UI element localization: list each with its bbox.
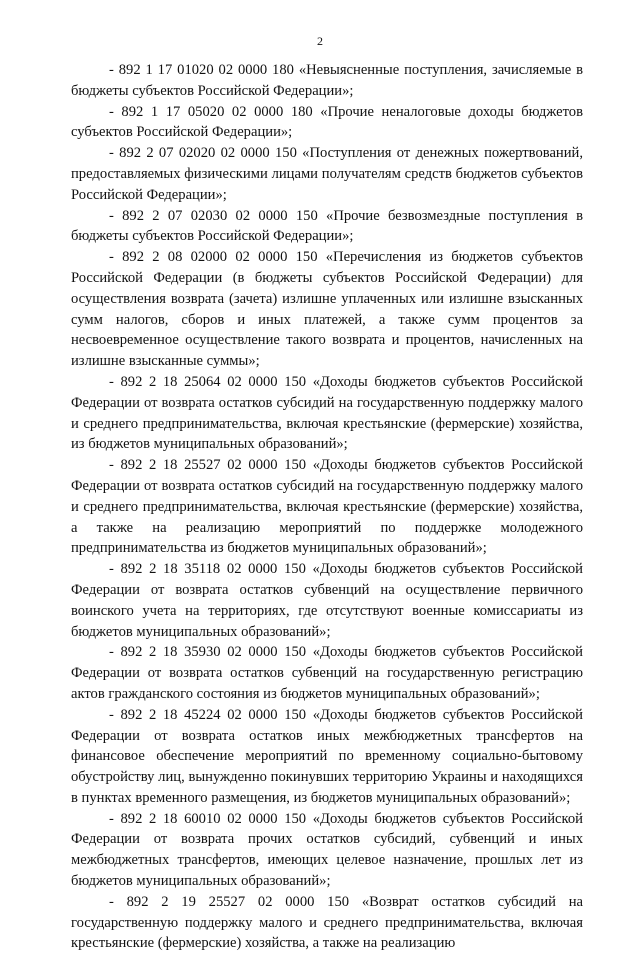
paragraph-kbk-11: - 892 2 18 60010 02 0000 150 «Доходы бюджетов субъектов Российской Федерации от возврата прочих остатков субсидий, субвенций и иных межбюджетных трансфертов, имеющих целевое назначение, прошлых лет из бюджетов муниципальных образований»; [71,810,583,890]
paragraph-kbk-6: - 892 2 18 25064 02 0000 150 «Доходы бюджетов субъектов Российской Федерации от возврата остатков субсидий на государственную поддержку малого и среднего предпринимательства, включая крестьянские (фермерские) хозяйства, из бюджетов муниципальных образований»; [71,373,583,453]
paragraph-kbk-8: - 892 2 18 35118 02 0000 150 «Доходы бюджетов субъектов Российской Федерации от возврата остатков субвенций на осуществление первичного воинского учета на территориях, где отсутствуют военные комиссариаты из бюджетов муниципальных образований»; [71,561,583,640]
paragraph-kbk-3: - 892 2 07 02020 02 0000 150 «Поступления от денежных пожертвований, предоставляемых физическими лицами получателям средств бюджетов субъектов Российской Федерации»; [71,145,583,203]
paragraph-kbk-7: - 892 2 18 25527 02 0000 150 «Доходы бюджетов субъектов Российской Федерации от возврата остатков субсидий на государственную поддержку малого и среднего предпринимательства, включая крестьянские (фермерские) хозяйства, а также на реализацию мероприятий по поддержке молодежного предпринимательства из бюджетов муниципальных образований»; [71,457,583,557]
paragraph-kbk-2: - 892 1 17 05020 02 0000 180 «Прочие неналоговые доходы бюджетов субъектов Российской Федерации»; [71,103,583,141]
document-body [71,60,583,954]
paragraph-kbk-4: - 892 2 07 02030 02 0000 150 «Прочие безвозмездные поступления в бюджеты субъектов Российской Федерации»; [71,207,583,245]
paragraph-kbk-9: - 892 2 18 35930 02 0000 150 «Доходы бюджетов субъектов Российской Федерации от возврата остатков субвенций на государственную регистрацию актов гражданского состояния из бюджетов муниципальных образований»; [71,644,583,702]
paragraph-kbk-12: - 892 2 19 25527 02 0000 150 «Возврат остатков субсидий на государственную поддержку малого и среднего предпринимательства, включая крестьянские (фермерские) хозяйства, а также на реализацию [71,893,583,952]
page-number: 2 [317,34,323,48]
paragraph-kbk-5: - 892 2 08 02000 02 0000 150 «Перечисления из бюджетов субъектов Российской Федерации (в бюджеты субъектов Российской Федерации) для осуществления возврата (зачета) излишне уплаченных или излишне взысканных сумм налогов, сборов и иных платежей, а также сумм процентов за несвоевременное осуществление такого возврата и процентов, начисленных на излишне взысканные суммы»; [71,249,583,370]
paragraph-kbk-10: - 892 2 18 45224 02 0000 150 «Доходы бюджетов субъектов Российской Федерации от возврата остатков иных межбюджетных трансфертов на финансовое обеспечение мероприятий по временному социально-бытовому обустройству лиц, вынужденно покинувших территорию Украины и находящихся в пунктах временного размещения, из бюджетов муниципальных образований»; [71,706,583,806]
paragraph-kbk-1: - 892 1 17 01020 02 0000 180 «Невыясненные поступления, зачисляемые в бюджеты субъектов Российской Федерации»; [71,62,583,99]
